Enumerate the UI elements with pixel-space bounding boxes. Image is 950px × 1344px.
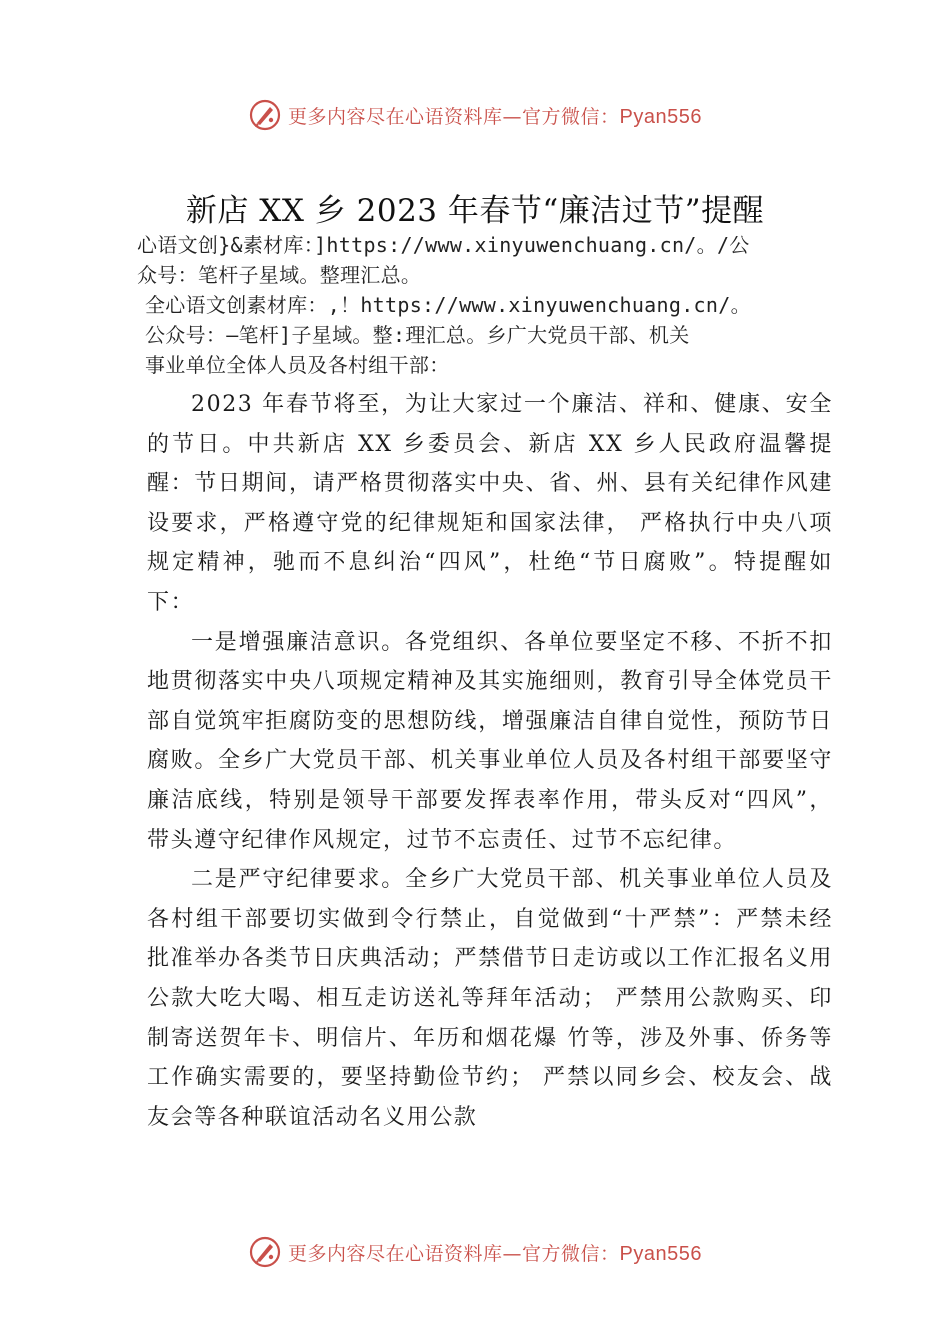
watermark-line: 全心语文创素材库：,！https://www.xinyuwenchuang.cn/。 bbox=[145, 293, 751, 317]
watermark-line: 心语文创}&素材库：]https://www.xinyuwenchuang.cn/。/公 bbox=[137, 233, 750, 257]
watermark-text-block-1 bbox=[137, 230, 827, 290]
watermark-line: 事业单位全体人员及各村组干部： bbox=[145, 353, 450, 377]
watermark-line: 公众号：—笔杆]子星域。整:理汇总。乡广大党员干部、机关 bbox=[145, 323, 690, 347]
footer-banner-handle: Pyan556 bbox=[619, 1242, 702, 1265]
watermark-line: 众号：笔杆子星域。整理汇总。 bbox=[137, 263, 422, 287]
quill-pen-logo-icon bbox=[248, 98, 282, 132]
document-body bbox=[147, 385, 833, 1137]
paragraph-point-2: 二是严守纪律要求。全乡广大党员干部、机关事业单位人员及各村组干部要切实做到令行禁止，自觉做到“十严禁”：严禁未经批准举办各类节日庆典活动；严禁借节日走访或以工作汇报名义用公款大吃大喝、相互走访送礼等拜年活动； 严禁用公款购买、印制寄送贺年卡、明信片、年历和烟花爆 竹等，涉及外事、侨务等工作确实需要的，要坚持勤俭节约； 严禁以同乡会、校友会、战友会等各种联谊活动名义用公款 bbox=[147, 867, 833, 1130]
footer-banner-text: 更多内容尽在心语资料库—官方微信：Pyan556 bbox=[288, 1242, 702, 1265]
watermark-text-block-2 bbox=[145, 290, 835, 380]
header-banner-text: 更多内容尽在心语资料库—官方微信：Pyan556 bbox=[288, 105, 702, 128]
paragraph-intro: 2023 年春节将至，为让大家过一个廉洁、祥和、健康、安全的节日。中共新店 XX 乡委员会、新店 XX 乡人民政府温馨提醒：节日期间，请严格贯彻落实中央、省、州、县有关纪律作风建设要求，严格遵守党的纪律规矩和国家法律， 严格执行中央八项规定精神，驰而不息纠治“四风”，杜绝“节日腐败”。特提醒如下： bbox=[147, 392, 833, 615]
quill-pen-logo-icon bbox=[248, 1235, 282, 1269]
document-title: 新店 XX 乡 2023 年春节“廉洁过节”提醒 bbox=[185, 193, 765, 229]
header-banner-handle: Pyan556 bbox=[619, 105, 702, 128]
footer-banner bbox=[0, 1232, 950, 1272]
header-banner bbox=[0, 95, 950, 135]
paragraph-point-1: 一是增强廉洁意识。各党组织、各单位要坚定不移、不折不扣地贯彻落实中央八项规定精神及其实施细则，教育引导全体党员干部自觉筑牢拒腐防变的思想防线，增强廉洁自律自觉性，预防节日腐败。全乡广大党员干部、机关事业单位人员及各村组干部要坚守廉洁底线，特别是领导干部要发挥表率作用，带头反对“四风”，带头遵守纪律作风规定，过节不忘责任、过节不忘纪律。 bbox=[147, 629, 833, 853]
